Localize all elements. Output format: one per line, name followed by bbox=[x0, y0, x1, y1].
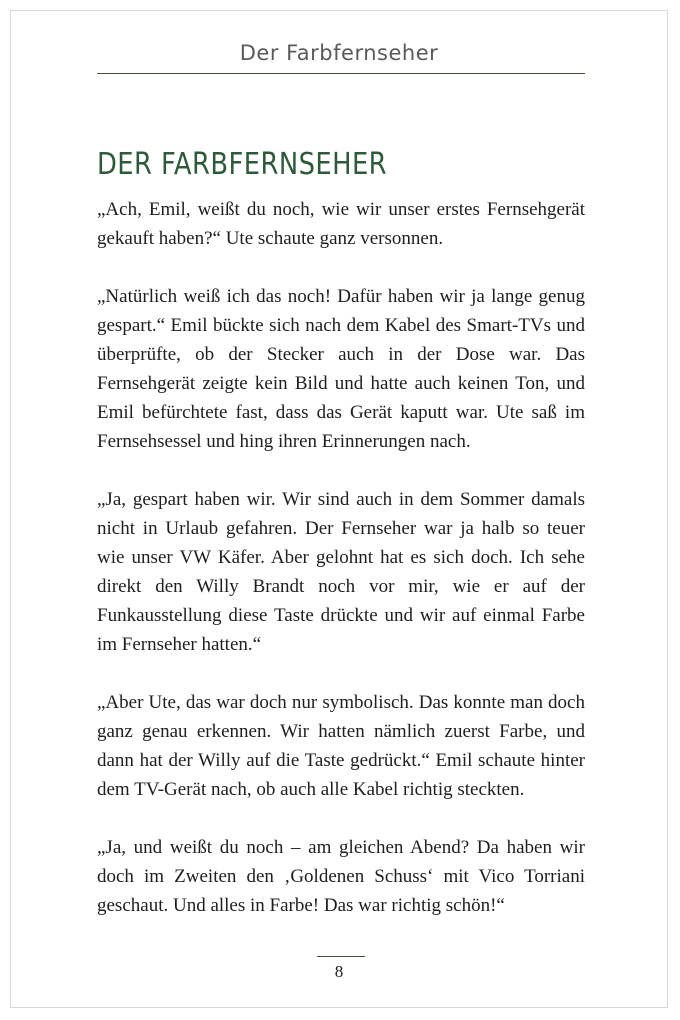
footer-rule bbox=[317, 956, 365, 957]
paragraph: „Ach, Emil, weißt du noch, wie wir unser erstes Fernsehgerät gekauft haben?“ Ute schaute ganz versonnen. bbox=[97, 199, 585, 249]
book-page bbox=[10, 10, 668, 1008]
paragraph: „Ja, und weißt du noch – am gleichen Abend? Da haben wir doch im Zweiten den ‚Goldenen Schuss‘ mit Vico Torriani geschaut. Und alles in Farbe! Das war richtig schön!“ bbox=[97, 837, 585, 916]
paragraph: „Ja, gespart haben wir. Wir sind auch in dem Sommer damals nicht in Urlaub gefahren. Der Fernseher war ja halb so teuer wie unser VW Käfer. Aber gelohnt hat es sich doch. Ich sehe direkt den Willy Brandt noch vor mir, wie er auf der Funkausstellung diese Taste drückte und wir auf einmal Farbe im Fernseher hatten.“ bbox=[97, 489, 585, 655]
paragraph: „Aber Ute, das war doch nur symbolisch. Das konnte man doch ganz genau erkennen. Wir hatten nämlich zuerst Farbe, und dann hat der Willy auf die Taste gedrückt.“ Emil schaute hinter dem TV-Gerät nach, ob auch alle Kabel richtig steckten. bbox=[97, 692, 585, 800]
chapter-title: DER FARBFERNSEHER bbox=[97, 147, 388, 183]
body-text bbox=[97, 195, 585, 949]
header-rule bbox=[97, 73, 585, 74]
paragraph: „Natürlich weiß ich das noch! Dafür haben wir ja lange genug gespart.“ Emil bückte sich nach dem Kabel des Smart-TVs und überprüfte, ob der Stecker auch in der Dose war. Das Fernsehgerät zeigte kein Bild und hatte auch keinen Ton, und Emil befürchtete fast, dass das Gerät kaputt war. Ute saß im Fernsehsessel und hing ihren Erinnerungen nach. bbox=[97, 286, 585, 452]
running-head: Der Farbfernseher bbox=[239, 41, 439, 65]
page-number: 8 bbox=[334, 962, 344, 981]
